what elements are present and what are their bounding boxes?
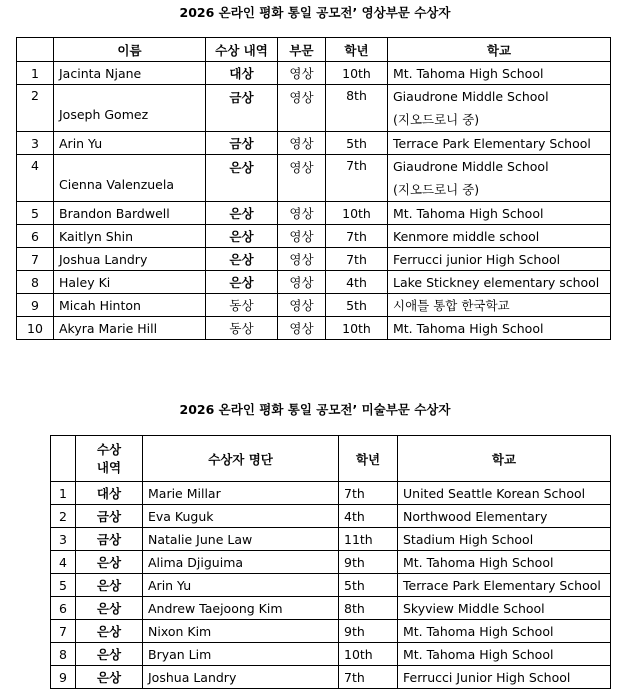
- school-line: Giaudrone Middle School: [393, 159, 549, 174]
- grade: 9th: [339, 620, 398, 643]
- grade: 7th: [326, 248, 388, 271]
- row-number: 6: [17, 225, 54, 248]
- row-number: 9: [17, 294, 54, 317]
- awardee-name: Nixon Kim: [143, 620, 339, 643]
- table-row: [51, 666, 611, 689]
- header-school: 학교: [388, 38, 611, 62]
- school: [388, 271, 611, 294]
- header-category: 부문: [278, 38, 326, 62]
- row-number: 6: [51, 597, 76, 620]
- table-row: [17, 294, 611, 317]
- award-level: 금상: [76, 528, 143, 551]
- grade: 7th: [339, 666, 398, 689]
- table-row: [51, 643, 611, 666]
- award-level: 은상: [76, 597, 143, 620]
- school-line: Ferrucci junior High School: [393, 251, 561, 267]
- school: [388, 155, 611, 202]
- table-row: [17, 85, 611, 132]
- table-row: [51, 505, 611, 528]
- school: [388, 85, 611, 132]
- grade: 4th: [339, 505, 398, 528]
- school: [388, 62, 611, 85]
- award-level: 은상: [76, 643, 143, 666]
- grade: 7th: [326, 225, 388, 248]
- school: Northwood Elementary: [398, 505, 611, 528]
- category: 영상: [278, 202, 326, 225]
- video-awards-table: [16, 37, 611, 340]
- table-row: [17, 271, 611, 294]
- school: Ferrucci Junior High School: [398, 666, 611, 689]
- school: [388, 248, 611, 271]
- header-name: 이름: [54, 38, 206, 62]
- awardee-name: Alima Djiguima: [143, 551, 339, 574]
- award-level: 은상: [206, 248, 278, 271]
- awardee-name: Brandon Bardwell: [54, 202, 206, 225]
- school-line: 시애틀 통합 한국학교: [393, 298, 510, 313]
- award-level: 은상: [206, 202, 278, 225]
- table-row: [17, 202, 611, 225]
- awardee-name: Joseph Gomez: [54, 85, 206, 132]
- table-row: [17, 155, 611, 202]
- table-row: [17, 132, 611, 155]
- school: Mt. Tahoma High School: [398, 620, 611, 643]
- award-level: 은상: [206, 271, 278, 294]
- grade: 7th: [326, 155, 388, 202]
- school: United Seattle Korean School: [398, 482, 611, 505]
- awardee-name: Andrew Taejoong Kim: [143, 597, 339, 620]
- school: [388, 294, 611, 317]
- grade: 5th: [326, 132, 388, 155]
- award-level: 금상: [206, 85, 278, 132]
- table-row: [51, 551, 611, 574]
- grade: 10th: [326, 317, 388, 340]
- awardee-name: Marie Millar: [143, 482, 339, 505]
- awardee-name: Kaitlyn Shin: [54, 225, 206, 248]
- award-level: 은상: [76, 551, 143, 574]
- school-line: Lake Stickney elementary school: [393, 274, 600, 290]
- table-row: [51, 597, 611, 620]
- awardee-name: Haley Ki: [54, 271, 206, 294]
- awardee-name: Joshua Landry: [143, 666, 339, 689]
- table-header-row: [17, 38, 611, 62]
- row-number: 5: [17, 202, 54, 225]
- category: 영상: [278, 155, 326, 202]
- school-line: (지오드로니 중): [393, 182, 480, 197]
- row-number: 8: [17, 271, 54, 294]
- row-number: 10: [17, 317, 54, 340]
- school-line: Mt. Tahoma High School: [393, 320, 544, 336]
- header-grade: 학년: [326, 38, 388, 62]
- grade: 5th: [326, 294, 388, 317]
- table-row: [17, 225, 611, 248]
- row-number: 5: [51, 574, 76, 597]
- table-row: [51, 528, 611, 551]
- grade: 7th: [339, 482, 398, 505]
- header-award: 수상 내역: [206, 38, 278, 62]
- awardee-name: Jacinta Njane: [54, 62, 206, 85]
- award-level: 은상: [76, 666, 143, 689]
- table-row: [17, 62, 611, 85]
- grade: 8th: [339, 597, 398, 620]
- award-level: 은상: [206, 225, 278, 248]
- table-row: [17, 317, 611, 340]
- grade: 10th: [326, 62, 388, 85]
- category: 영상: [278, 85, 326, 132]
- row-number: 7: [17, 248, 54, 271]
- row-number: 1: [17, 62, 54, 85]
- grade: 9th: [339, 551, 398, 574]
- header-name: 수상자 명단: [143, 436, 339, 482]
- grade: 10th: [339, 643, 398, 666]
- award-level: 동상: [206, 294, 278, 317]
- awardee-name: Arin Yu: [143, 574, 339, 597]
- header-award-line: 수상: [96, 441, 122, 457]
- school-line: Giaudrone Middle School: [393, 89, 549, 104]
- table-row: [51, 574, 611, 597]
- category: 영상: [278, 271, 326, 294]
- school: [388, 132, 611, 155]
- school-line: (지오드로니 중): [393, 112, 480, 127]
- row-number: 4: [51, 551, 76, 574]
- award-level: 대상: [206, 62, 278, 85]
- art-section-title: 2026 온라인 평화 통일 공모전’ 미술부문 수상자: [179, 402, 451, 417]
- award-level: 은상: [206, 155, 278, 202]
- row-number: 4: [17, 155, 54, 202]
- grade: 10th: [326, 202, 388, 225]
- grade: 5th: [339, 574, 398, 597]
- header-grade: 학년: [339, 436, 398, 482]
- table-header-row: [51, 436, 611, 482]
- table-row: [17, 248, 611, 271]
- school: Mt. Tahoma High School: [398, 643, 611, 666]
- school: [388, 202, 611, 225]
- header-award-line: 내역: [96, 459, 122, 475]
- school: Mt. Tahoma High School: [398, 551, 611, 574]
- header-number: [17, 38, 54, 62]
- row-number: 3: [51, 528, 76, 551]
- header-school: 학교: [398, 436, 611, 482]
- art-awards-table: [50, 435, 611, 689]
- award-level: 은상: [76, 574, 143, 597]
- awardee-name: Bryan Lim: [143, 643, 339, 666]
- award-level: 금상: [206, 132, 278, 155]
- awardee-name: Joshua Landry: [54, 248, 206, 271]
- grade: 8th: [326, 85, 388, 132]
- grade: 11th: [339, 528, 398, 551]
- awardee-name: Cienna Valenzuela: [54, 155, 206, 202]
- award-level: 동상: [206, 317, 278, 340]
- award-level: 대상: [76, 482, 143, 505]
- school: [388, 317, 611, 340]
- school-line: Terrace Park Elementary School: [393, 135, 591, 151]
- award-level: 금상: [76, 505, 143, 528]
- awardee-name: Eva Kuguk: [143, 505, 339, 528]
- school: Skyview Middle School: [398, 597, 611, 620]
- category: 영상: [278, 225, 326, 248]
- award-level: 은상: [76, 620, 143, 643]
- header-number: [51, 436, 76, 482]
- row-number: 8: [51, 643, 76, 666]
- video-section-title: 2026 온라인 평화 통일 공모전’ 영상부문 수상자: [179, 5, 451, 20]
- category: 영상: [278, 62, 326, 85]
- school-line: Mt. Tahoma High School: [393, 205, 544, 221]
- school: [388, 225, 611, 248]
- category: 영상: [278, 317, 326, 340]
- awardee-name: Micah Hinton: [54, 294, 206, 317]
- row-number: 3: [17, 132, 54, 155]
- category: 영상: [278, 294, 326, 317]
- row-number: 9: [51, 666, 76, 689]
- category: 영상: [278, 248, 326, 271]
- table-row: [51, 620, 611, 643]
- awardee-name: Akyra Marie Hill: [54, 317, 206, 340]
- row-number: 7: [51, 620, 76, 643]
- awardee-name: Arin Yu: [54, 132, 206, 155]
- header-award: [76, 436, 143, 482]
- grade: 4th: [326, 271, 388, 294]
- row-number: 2: [17, 85, 54, 132]
- awardee-name: Natalie June Law: [143, 528, 339, 551]
- category: 영상: [278, 132, 326, 155]
- row-number: 2: [51, 505, 76, 528]
- school-line: Mt. Tahoma High School: [393, 65, 544, 81]
- school: Stadium High School: [398, 528, 611, 551]
- row-number: 1: [51, 482, 76, 505]
- school: Terrace Park Elementary School: [398, 574, 611, 597]
- table-row: [51, 482, 611, 505]
- school-line: Kenmore middle school: [393, 228, 540, 244]
